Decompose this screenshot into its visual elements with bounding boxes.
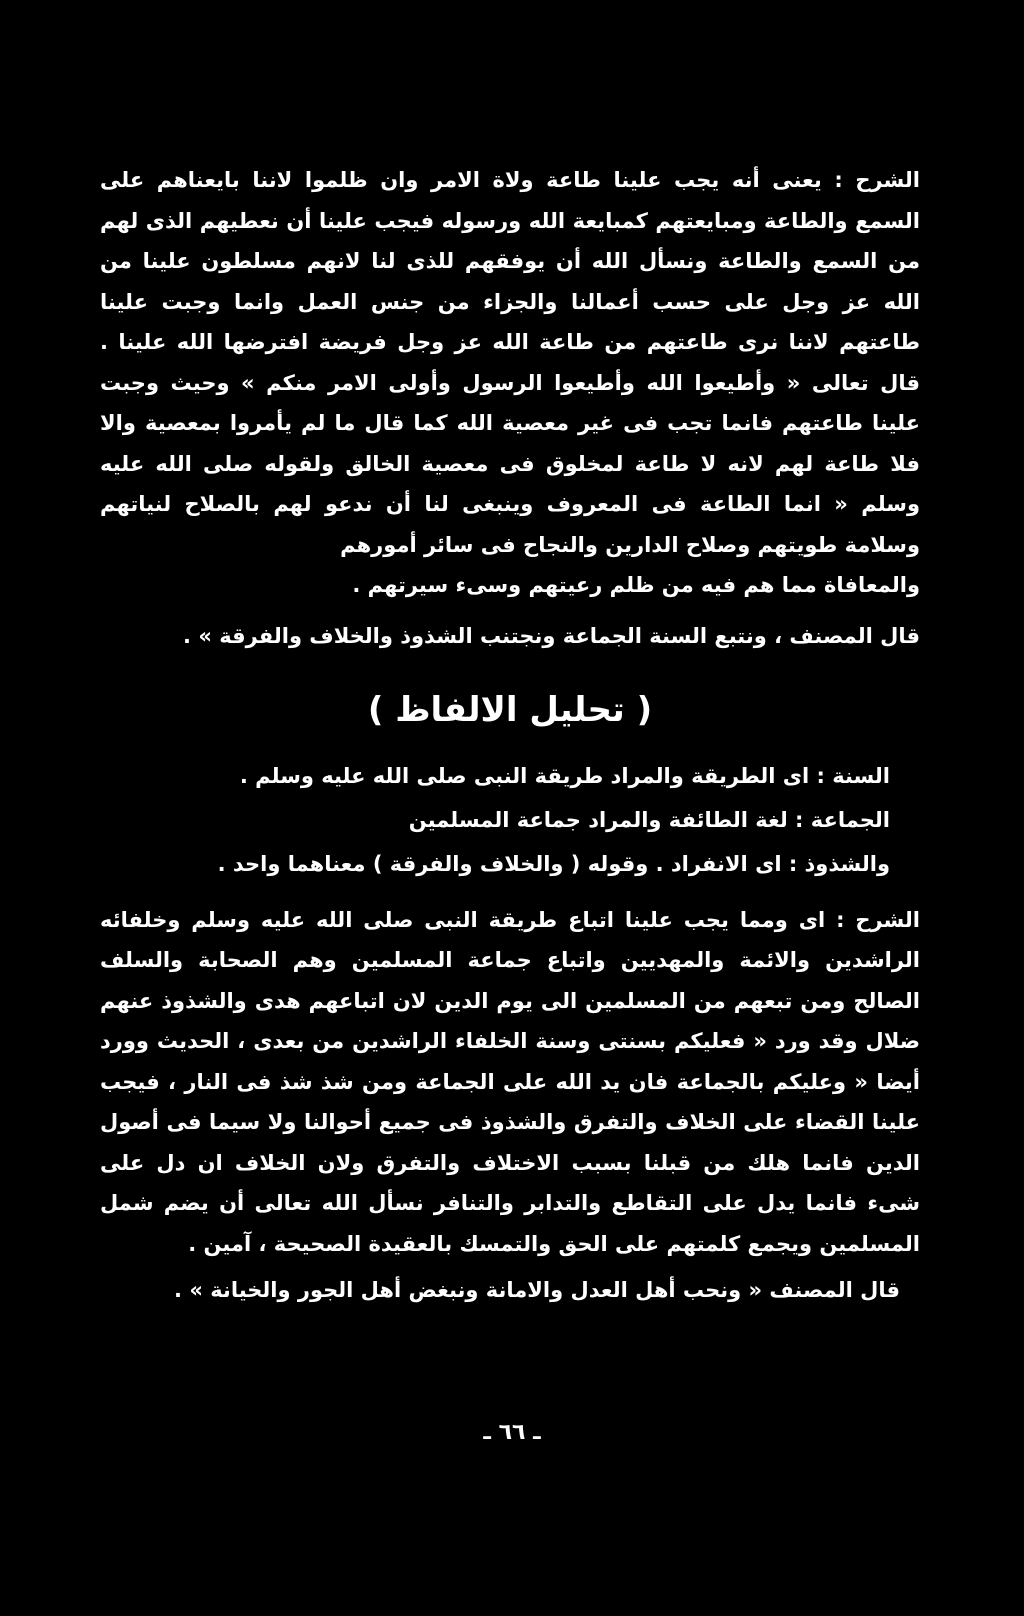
author-quote-2: قال المصنف « ونحب أهل العدل والامانة ونبغض أهل الجور والخيانة » .	[174, 1278, 900, 1302]
commentary-paragraph-2: الشرح : اى ومما يجب علينا اتباع طريقة النبى صلى الله عليه وسلم وخلفائه الراشدين والائمة والمهديين واتباع جماعة المسلمين وهم الصحابة والسلف الصالح ومن تبعهم من المسلمين الى يوم الدين لان اتباعهم هدى والشذوذ عنهم ضلال وقد ورد « فعليكم بسنتى وسنة الخلفاء الراشدين من بعدى ، الحديث وورد أيضا « وعليكم بالجماعة فان يد الله على الجماعة ومن شذ شذ فى النار ، فيجب علينا القضاء على الخلاف والتفرق والشذوذ فى جميع أحوالنا ولا سيما فى أصول الدين فانما هلك من قبلنا بسبب الاختلاف والتفرق ولان الخلاف ان دل على شىء فانما يدل على التقاطع والتدابر والتنافر نسأل الله تعالى أن يضم شمل المسلمين ويجمع كلمتهم على الحق والتمسك بالعقيدة الصحيحة ، آمين .	[100, 907, 920, 1256]
commentary-paragraph-1-tail: والمعافاة مما هم فيه من ظلم رعيتهم وسىء سيرتهم .	[352, 573, 920, 597]
page-content	[100, 160, 920, 1310]
page-number: ـ ٦٦ ـ	[483, 1420, 541, 1445]
definition-shudhudh: والشذوذ : اى الانفراد . وقوله ( والخلاف والفرقة ) معناهما واحد .	[217, 851, 890, 876]
definition-jamaah: الجماعة : لغة الطائفة والمراد جماعة المسلمين	[408, 807, 890, 832]
author-quote-1: قال المصنف ، ونتبع السنة الجماعة ونجتنب الشذوذ والخلاف والفرقة » .	[183, 623, 920, 648]
definition-sunnah: السنة : اى الطريقة والمراد طريقة النبى صلى الله عليه وسلم .	[239, 763, 890, 788]
commentary-paragraph-1: الشرح : يعنى أنه يجب علينا طاعة ولاة الامر وان ظلموا لاننا بايعناهم على السمع والطاعة ومبايعتهم كمبايعة الله ورسوله فيجب علينا أن نعطيهم الذى لهم من السمع والطاعة ونسأل الله أن يوفقهم للذى لنا لانهم مسلطون علينا من الله عز وجل على حسب أعمالنا والجزاء من جنس العمل وانما وجبت علينا طاعتهم لاننا نرى طاعتهم من طاعة الله عز وجل فريضة افترضها الله علينا . قال تعالى « وأطيعوا الله وأطيعوا الرسول وأولى الامر منكم » وحيث وجبت علينا طاعتهم فانما تجب فى غير معصية الله كما قال ما لم يأمروا بمعصية والا فلا طاعة لهم لانه لا طاعة لمخلوق فى معصية الخالق ولقوله صلى الله عليه وسلم « انما الطاعة فى المعروف وينبغى لنا أن ندعو لهم بالصلاح لنياتهم وسلامة طويتهم وصلاح الدارين والنجاح فى سائر أمورهم	[100, 168, 920, 557]
section-heading: ( تحليل الالفاظ )	[367, 689, 653, 730]
